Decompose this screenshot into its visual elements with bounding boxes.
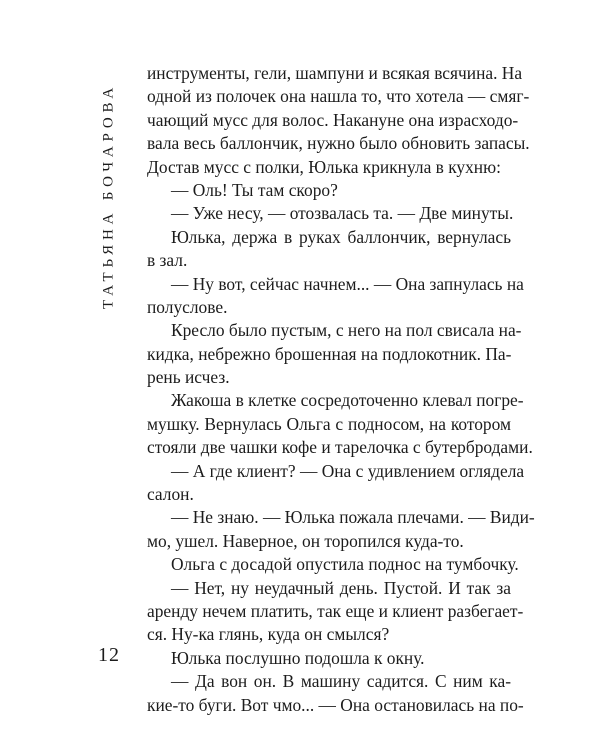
- running-head-text: ТАТЬЯНА БОЧАРОВА: [100, 83, 117, 309]
- text-line: Юлька, держа в руках баллончик, вернулась: [171, 226, 511, 247]
- text-line: рень исчез.: [147, 367, 230, 388]
- text-line: в зал.: [147, 250, 188, 271]
- text-line: Кресло было пустым, с него на пол свисала на-: [171, 320, 522, 341]
- text-line: Ольга с досадой опустила поднос на тумбочку.: [171, 554, 519, 575]
- text-line: кидка, небрежно брошенная на подлокотник. Па-: [147, 343, 512, 364]
- text-line: — Да вон он. В машину садится. С ним ка-: [171, 671, 511, 692]
- text-line: мушку. Вернулась Ольга с подносом, на котором: [147, 413, 511, 434]
- text-line: Жакоша в клетке сосредоточенно клевал погре-: [171, 390, 524, 411]
- text-line: ся. Ну-ка глянь, куда он смылся?: [147, 624, 390, 645]
- page-number: 12: [98, 644, 120, 666]
- text-line: аренду нечем платить, так еще и клиент разбегает-: [147, 600, 524, 621]
- text-line: стояли две чашки кофе и тарелочка с бутербродами.: [147, 437, 533, 458]
- text-line: инструменты, гели, шампуни и всякая всячина. На: [147, 63, 523, 83]
- text-line: Достав мусс с полки, Юлька крикнула в кухню:: [147, 156, 501, 177]
- text-line: — Уже несу, — отозвалась та. — Две минуты.: [171, 203, 514, 224]
- text-line: кие-то буги. Вот чмо... — Она остановилась на по-: [147, 694, 524, 715]
- text-line: полуслове.: [147, 296, 228, 317]
- text-line: одной из полочек она нашла то, что хотела — смяг-: [147, 86, 530, 107]
- text-line: вала весь баллончик, нужно было обновить запасы.: [147, 133, 530, 154]
- text-line: — Ну вот, сейчас начнем... — Она запнулась на: [171, 273, 524, 294]
- text-line: чающий мусс для волос. Накануне она израсходо-: [147, 109, 519, 130]
- text-line: мо, ушел. Наверное, он торопился куда-то.: [147, 530, 464, 551]
- text-line: — Нет, ну неудачный день. Пустой. И так за: [171, 577, 511, 598]
- text-line: салон.: [147, 484, 194, 505]
- text-line: Юлька послушно подошла к окну.: [171, 647, 425, 668]
- body-text: [147, 62, 535, 717]
- text-line: — Не знаю. — Юлька пожала плечами. — Види-: [171, 507, 535, 528]
- text-line: — Оль! Ты там скоро?: [171, 179, 338, 200]
- text-line: — А где клиент? — Она с удивлением оглядела: [171, 460, 525, 481]
